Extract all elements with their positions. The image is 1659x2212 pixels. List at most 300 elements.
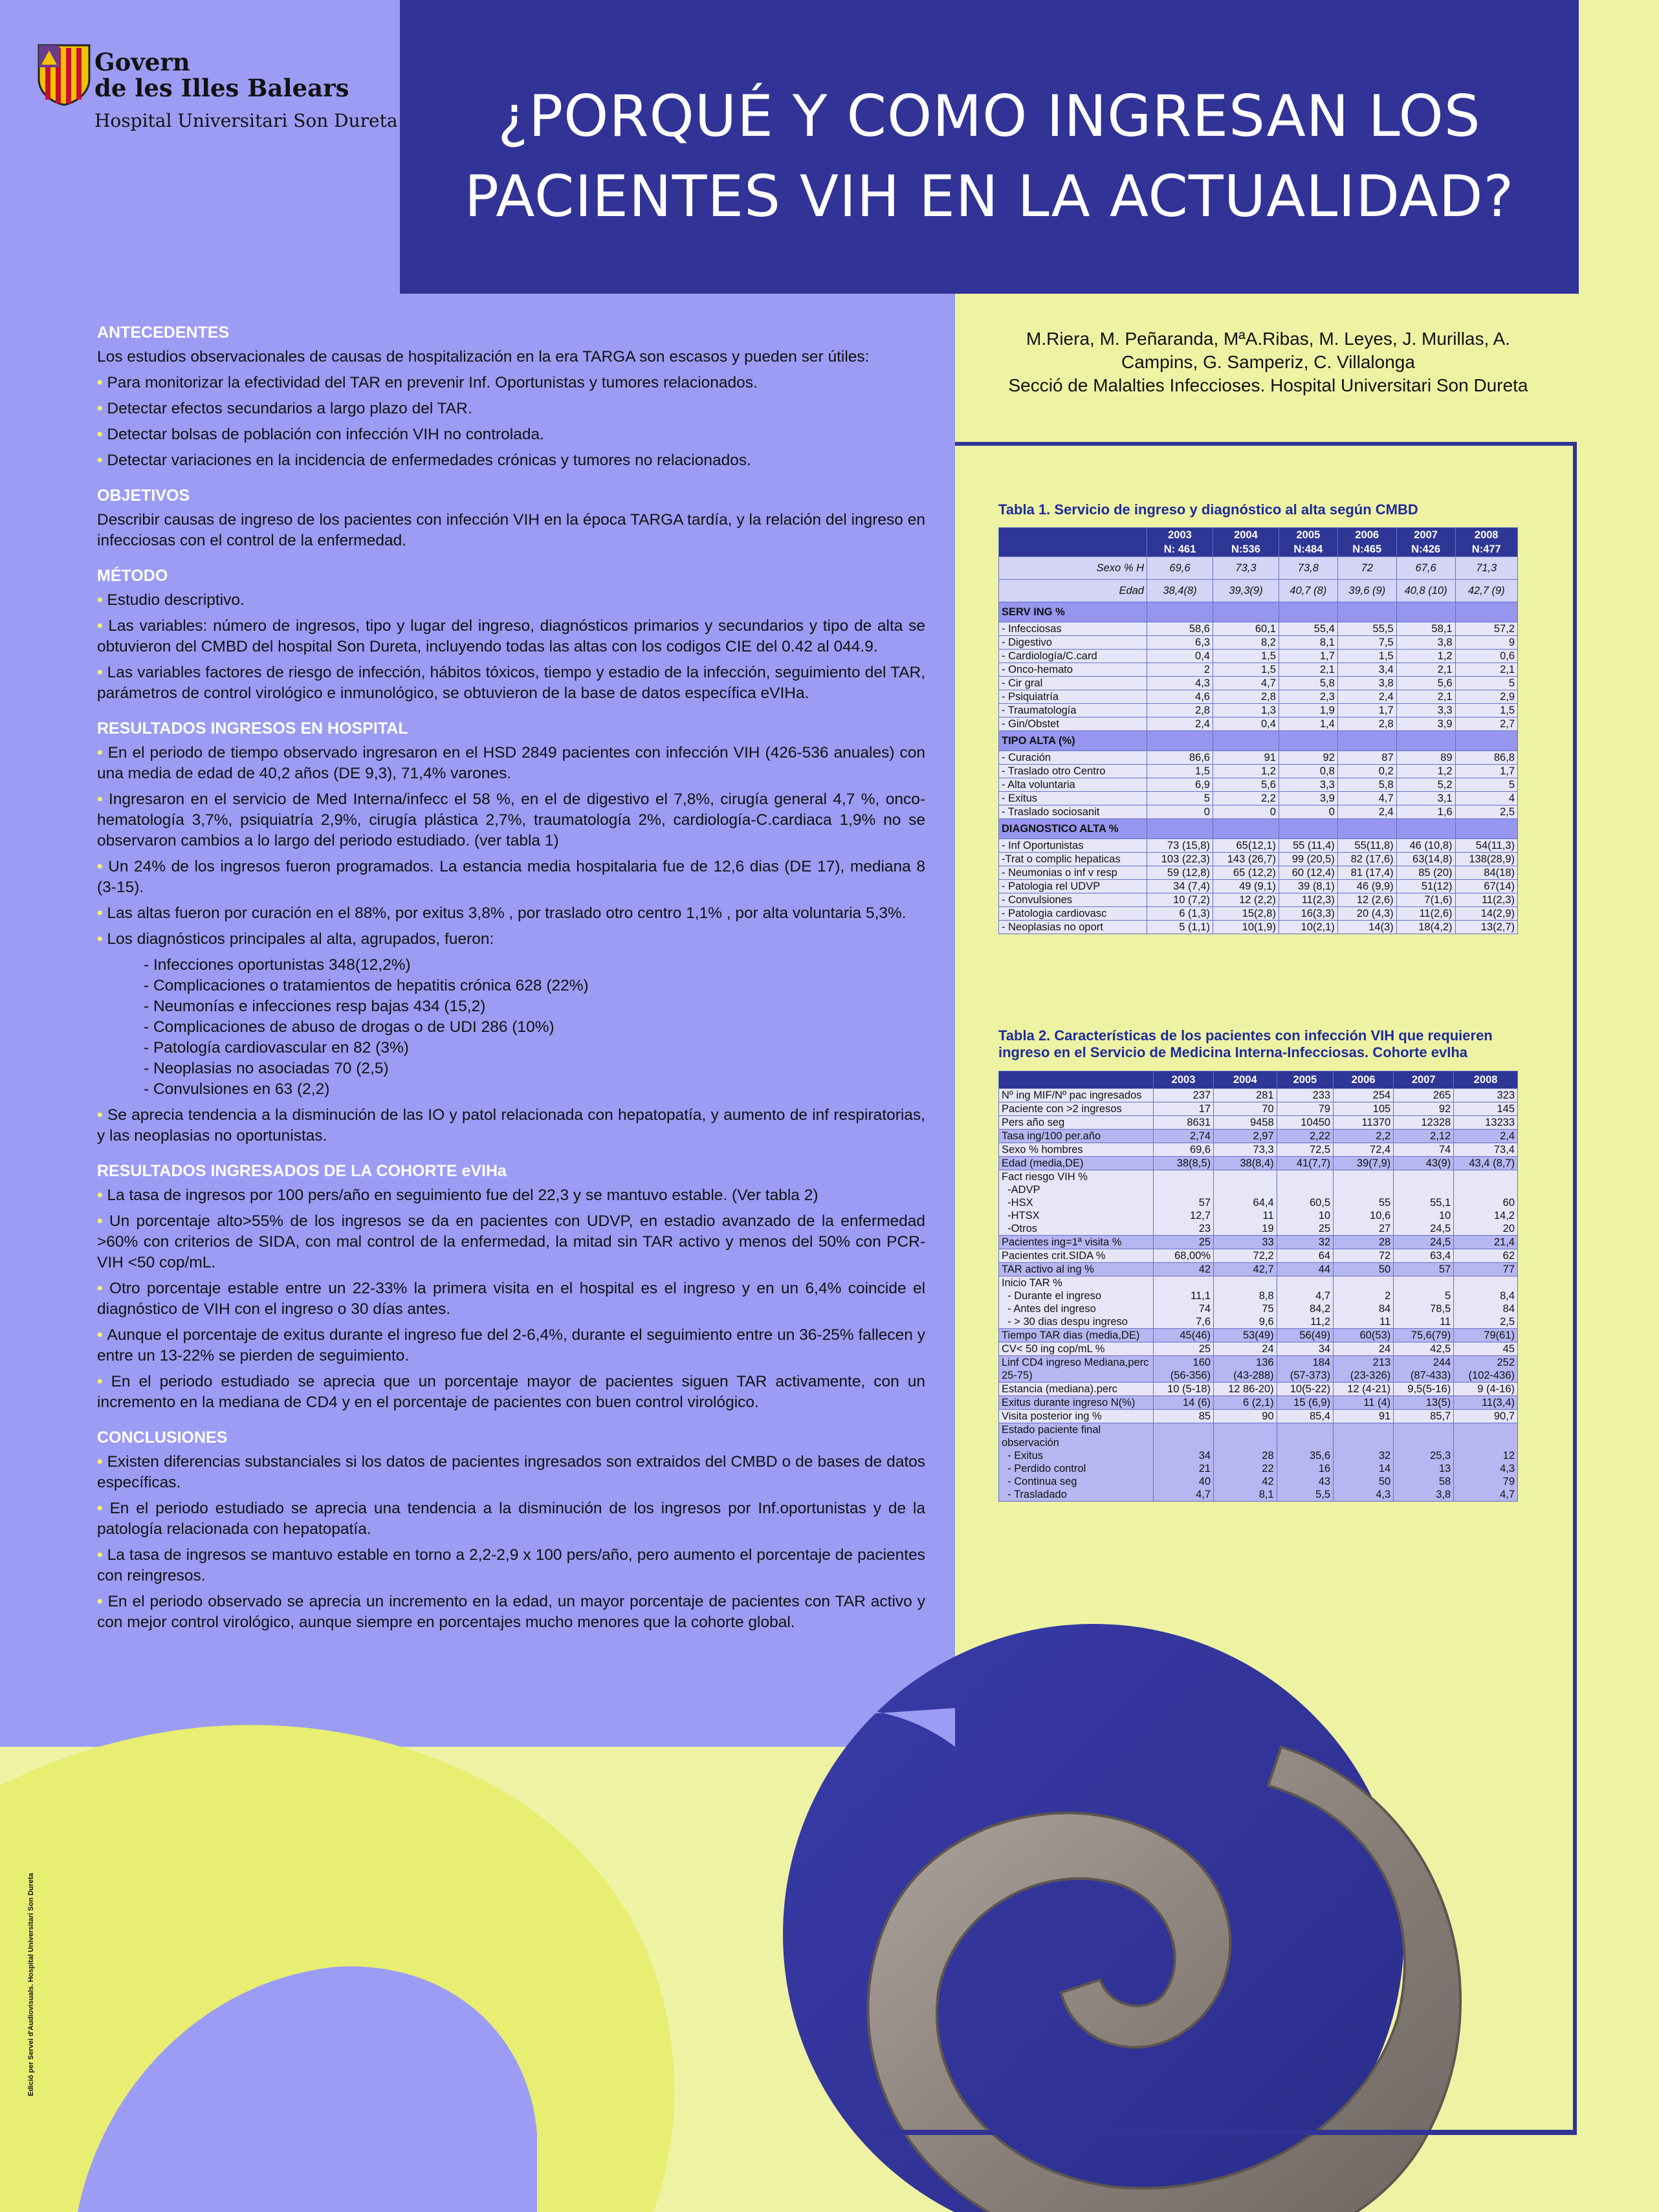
main-text-column — [97, 322, 925, 1638]
row-label: Pacientes crit.SIDA % — [999, 1249, 1154, 1263]
bullet-icon: • — [97, 744, 108, 761]
row-label: CV< 50 ing cop/mL % — [999, 1342, 1154, 1356]
metodo-bullets — [97, 590, 925, 704]
table1-row — [999, 717, 1518, 731]
row-label: - Curación — [999, 751, 1147, 765]
table2-col-header: 2004 — [1214, 1071, 1277, 1089]
cell: 5 78,5 11 — [1394, 1276, 1454, 1329]
row-label: Exitus durante ingreso N(%) — [999, 1396, 1154, 1410]
row-label: Pacientes ing=1ª visita % — [999, 1236, 1154, 1249]
cell: 60,5 10 25 — [1277, 1170, 1333, 1236]
cell: 2,1 — [1396, 663, 1455, 677]
cell: 69,6 — [1154, 1143, 1214, 1157]
cell: 14(2,9) — [1455, 907, 1517, 921]
cell: 46 (10,8) — [1396, 839, 1455, 853]
cell: 86,8 — [1455, 751, 1517, 765]
cell: 2,2 — [1334, 1130, 1394, 1143]
cell: 1,5 — [1213, 663, 1279, 677]
sublist-item: - Convulsiones en 63 (2,2) — [144, 1080, 330, 1098]
cell: 42 — [1154, 1263, 1214, 1276]
table1-row — [999, 731, 1518, 751]
cell: 5 — [1147, 792, 1213, 805]
title-line1: ¿PORQUÉ Y COMO INGRESAN LOS — [498, 83, 1481, 149]
cell: 72,2 — [1214, 1249, 1277, 1263]
bullet-text: La tasa de ingresos se mantuvo estable en torno a 2,2-2,9 x 100 pers/año, pero aumento el porcentaje de pacientes con reingresos. — [97, 1546, 925, 1584]
table2-col-header: 2007 — [1394, 1071, 1454, 1089]
cell: 55,1 10 24,5 — [1394, 1170, 1454, 1236]
row-label: - Onco-hemato — [999, 663, 1147, 677]
bullet-text: Estudio descriptivo. — [107, 591, 245, 609]
table1-col-header — [1147, 528, 1213, 557]
cell: 12 (4-21) — [1334, 1383, 1394, 1396]
cell: 7(1,6) — [1396, 893, 1455, 907]
row-label: TIPO ALTA (%) — [999, 731, 1147, 751]
cell: 25 — [1154, 1236, 1214, 1249]
cell: 67,6 — [1396, 557, 1455, 580]
row-label: - Traslado otro Centro — [999, 765, 1147, 778]
bullet-icon: • — [97, 791, 109, 808]
cell: 28 22 42 8,1 — [1214, 1423, 1277, 1502]
cell: 24 — [1214, 1342, 1277, 1356]
bullet-icon: • — [97, 904, 107, 922]
cell: 42,5 — [1394, 1342, 1454, 1356]
cell: 85,7 — [1394, 1410, 1454, 1423]
cell: 11(3,4) — [1454, 1396, 1518, 1410]
heading-conclusiones: CONCLUSIONES — [97, 1429, 228, 1447]
frame-right-line — [1573, 442, 1577, 2135]
col-year: 2006 — [1355, 529, 1379, 541]
cell — [1337, 602, 1396, 622]
table2-col-header: 2006 — [1334, 1071, 1394, 1089]
cell: 2,97 — [1214, 1130, 1277, 1143]
table1-row — [999, 805, 1518, 819]
row-label: SERV ING % — [999, 602, 1147, 622]
bullet-text: Los diagnósticos principales al alta, agrupados, fueron: — [107, 930, 494, 948]
table2-row — [999, 1263, 1518, 1276]
resultados-hospital-closing: • Se aprecia tendencia a la disminución de las IO y patol relacionada con hepatopatía, y aumento de inf respiratorias, y las neoplasias no oportunistas. — [97, 1106, 925, 1144]
cell: 84(18) — [1455, 866, 1517, 880]
table1-row — [999, 663, 1518, 677]
bullet-text: Otro porcentaje estable entre un 22-33% la primera visita en el hospital es el ingreso y en un 6,4% coincide el diagnóstico de VIH con el ingreso o 30 días antes. — [97, 1280, 926, 1318]
table1-row — [999, 921, 1518, 934]
cell: 1,7 — [1337, 704, 1396, 717]
cell: 42,7 (9) — [1455, 580, 1517, 602]
cell: 2,4 — [1147, 717, 1213, 731]
cell: 0,6 — [1455, 650, 1517, 663]
bullet-item — [97, 663, 925, 704]
cell: 86,6 — [1147, 751, 1213, 765]
cell: 233 — [1277, 1089, 1333, 1102]
cell: 1,2 — [1396, 650, 1455, 663]
table1-row — [999, 751, 1518, 765]
cell: 63(14,8) — [1396, 853, 1455, 866]
cell: 73,4 — [1454, 1143, 1518, 1157]
table2-row — [999, 1329, 1518, 1342]
cell: 35,6 16 43 5,5 — [1277, 1423, 1333, 1502]
cell: 90 — [1214, 1410, 1277, 1423]
table1-row — [999, 907, 1518, 921]
table1-row — [999, 839, 1518, 853]
bullet-item — [97, 929, 925, 950]
cell — [1337, 731, 1396, 751]
cell: 41(7,7) — [1277, 1157, 1333, 1170]
cell: 2,1 — [1396, 690, 1455, 704]
hospital-name: Hospital Universitari Son Dureta — [94, 110, 398, 131]
cell: 56(49) — [1277, 1329, 1333, 1342]
org-name-line1: Govern — [94, 48, 190, 76]
cell: 6,9 — [1147, 778, 1213, 792]
cell: 91 — [1213, 751, 1279, 765]
poster-title — [400, 0, 1579, 294]
cell: 74 — [1394, 1143, 1454, 1157]
cell: 10(1,9) — [1213, 921, 1279, 934]
cell: 254 — [1334, 1089, 1394, 1102]
cell: 33 — [1214, 1236, 1277, 1249]
col-year: 2008 — [1474, 529, 1499, 541]
table2-col-header: 2008 — [1454, 1071, 1518, 1089]
bullet-icon: • — [97, 1326, 107, 1344]
cell: 68,00% — [1154, 1249, 1214, 1263]
cell — [1279, 602, 1337, 622]
cell: 2,7 — [1455, 717, 1517, 731]
antecedentes-intro: Los estudios observacionales de causas de hospitalización en la era TARGA son escasos y pueden ser útiles: — [97, 348, 870, 366]
table2-row — [999, 1276, 1518, 1329]
table2-row — [999, 1249, 1518, 1263]
row-label: - Psiquiatría — [999, 690, 1147, 704]
cell: 105 — [1334, 1102, 1394, 1116]
cell: 3,3 — [1279, 778, 1337, 792]
table1-row — [999, 819, 1518, 839]
row-label: - Patologia rel UDVP — [999, 880, 1147, 893]
cell: 237 — [1154, 1089, 1214, 1102]
cell: 67(14) — [1455, 880, 1517, 893]
cell: 85,4 — [1277, 1410, 1333, 1423]
cell: 8,8 75 9,6 — [1214, 1276, 1277, 1329]
bullet-item — [97, 1452, 925, 1493]
cell: 34 21 40 4,7 — [1154, 1423, 1214, 1502]
cell: 60 (12,4) — [1279, 866, 1337, 880]
cell: 7,5 — [1337, 636, 1396, 650]
bullet-text: La tasa de ingresos por 100 pers/año en seguimiento fue del 22,3 y se mantuvo estable. (Ver tabla 2) — [107, 1187, 819, 1204]
row-label: - Alta voluntaria — [999, 778, 1147, 792]
cell: 145 — [1454, 1102, 1518, 1116]
cell: 85 (20) — [1396, 866, 1455, 880]
cell: 11,1 74 7,6 — [1154, 1276, 1214, 1329]
cell: 99 (20,5) — [1279, 853, 1337, 866]
cell: 39(7,9) — [1334, 1157, 1394, 1170]
bullet-item — [97, 1278, 925, 1320]
row-label: DIAGNOSTICO ALTA % — [999, 819, 1147, 839]
cell: 8,4 84 2,5 — [1454, 1276, 1518, 1329]
cell: 2 — [1147, 663, 1213, 677]
cell: 0,2 — [1337, 765, 1396, 778]
cell: 2 84 11 — [1334, 1276, 1394, 1329]
cell: 65 (12,2) — [1213, 866, 1279, 880]
bullet-item — [97, 373, 925, 393]
cell: 18(4,2) — [1396, 921, 1455, 934]
cell: 213 (23-326) — [1334, 1356, 1394, 1383]
cell: 1,5 — [1213, 650, 1279, 663]
cell: 55,5 — [1337, 622, 1396, 636]
bullet-text: Un 24% de los ingresos fueron programados. La estancia media hospitalaria fue de 12,6 dias (DE 17), mediana 8 (3-15). — [97, 858, 925, 896]
cell — [1455, 731, 1517, 751]
table1-caption: Tabla 1. Servicio de ingreso y diagnóstico al alta según CMBD — [998, 501, 1418, 518]
cell: 46 (9,9) — [1337, 880, 1396, 893]
sublist-item: - Neoplasias no asociadas 70 (2,5) — [144, 1060, 389, 1077]
cell — [1396, 602, 1455, 622]
heading-objetivos: OBJETIVOS — [97, 487, 190, 505]
cell: 15 (6,9) — [1277, 1396, 1333, 1410]
cell: 265 — [1394, 1089, 1454, 1102]
cell: 63,4 — [1394, 1249, 1454, 1263]
cell: 1,5 — [1455, 704, 1517, 717]
cell — [1279, 819, 1337, 839]
bullet-text: Aunque el porcentaje de exitus durante el ingreso fue del 2-6,4%, durante el seguimiento entre un 36-25% fallecen y entre un 13-22% se pierden de seguimiento. — [97, 1326, 925, 1364]
cell: 5,6 — [1213, 778, 1279, 792]
bullet-icon: • — [97, 1212, 109, 1230]
table2-row — [999, 1423, 1518, 1502]
cell: 44 — [1277, 1263, 1333, 1276]
table1-corner — [999, 528, 1147, 557]
col-n: N:477 — [1471, 543, 1501, 555]
bullet-item — [97, 857, 925, 898]
cell: 2,8 — [1213, 690, 1279, 704]
cell: 72,5 — [1277, 1143, 1333, 1157]
bullet-item — [97, 743, 925, 784]
bullet-text: Existen diferencias substanciales si los datos de pacientes ingresados son extraidos del CMBD o de bases de datos específicas. — [97, 1453, 926, 1491]
cell: 3,9 — [1396, 717, 1455, 731]
cell — [1147, 819, 1213, 839]
cell: 1,9 — [1279, 704, 1337, 717]
cell: 71,3 — [1455, 557, 1517, 580]
cell: 38,4(8) — [1147, 580, 1213, 602]
cell — [1213, 602, 1279, 622]
cell: 9 (4-16) — [1454, 1383, 1518, 1396]
cell: 5,8 — [1279, 677, 1337, 690]
cell: 252 (102-436) — [1454, 1356, 1518, 1383]
cell — [1213, 819, 1279, 839]
cell: 72,4 — [1334, 1143, 1394, 1157]
bullet-item — [97, 590, 925, 611]
row-label: Edad (media,DE) — [999, 1157, 1154, 1170]
table2-row — [999, 1102, 1518, 1116]
cell: 21,4 — [1454, 1236, 1518, 1249]
cell: 54(11,3) — [1455, 839, 1517, 853]
cell — [1147, 731, 1213, 751]
cell: 11 (4) — [1334, 1396, 1394, 1410]
bullet-icon: • — [97, 400, 107, 417]
cell: 4,7 — [1213, 677, 1279, 690]
table1-row — [999, 677, 1518, 690]
resultados-hospital-bullets — [97, 743, 925, 950]
cell: 45(46) — [1154, 1329, 1214, 1342]
cell: 5 — [1455, 778, 1517, 792]
table2-row — [999, 1089, 1518, 1102]
cell: 160 (56-356) — [1154, 1356, 1214, 1383]
row-label: - Convulsiones — [999, 893, 1147, 907]
row-label: Tasa ing/100 per.año — [999, 1130, 1154, 1143]
row-label: - Exitus — [999, 792, 1147, 805]
cell: 1,4 — [1279, 717, 1337, 731]
col-n: N:465 — [1352, 543, 1382, 555]
cell: 91 — [1334, 1410, 1394, 1423]
frame-bottom-line — [880, 2130, 1577, 2135]
bullet-icon: • — [97, 664, 107, 681]
table2-row — [999, 1157, 1518, 1170]
cell: 9458 — [1214, 1116, 1277, 1130]
bullet-text: Las variables factores de riesgo de infección, hábitos tóxicos, tiempo y estadio de la infección, seguimiento del TAR, parámetros de control virológico e inmunológico, se obtuvieron de la base de datos específica eVIHa. — [97, 664, 926, 702]
credit-text: Edició per Servei d'Audiovisuals. Hospital Universitari Son Dureta — [27, 1873, 35, 2096]
cell: 2,4 — [1337, 805, 1396, 819]
cell: 8631 — [1154, 1116, 1214, 1130]
cell: 5,2 — [1396, 778, 1455, 792]
cell: 10 (5-18) — [1154, 1383, 1214, 1396]
table2-row — [999, 1236, 1518, 1249]
cell: 4,7 84,2 11,2 — [1277, 1276, 1333, 1329]
cell: 2,1 — [1455, 663, 1517, 677]
cell: 25,3 13 58 3,8 — [1394, 1423, 1454, 1502]
row-label: - Digestivo — [999, 636, 1147, 650]
cell: 3,8 — [1337, 677, 1396, 690]
cell: 1,2 — [1213, 765, 1279, 778]
cell — [1279, 731, 1337, 751]
cell: 143 (26,7) — [1213, 853, 1279, 866]
cell: 10(2,1) — [1279, 921, 1337, 934]
bullet-text: Detectar bolsas de población con infección VIH no controlada. — [107, 426, 544, 443]
cell: 32 14 50 4,3 — [1334, 1423, 1394, 1502]
cell: 69,6 — [1147, 557, 1213, 580]
cell: 39,3(9) — [1213, 580, 1279, 602]
cell: 184 (57-373) — [1277, 1356, 1333, 1383]
frame-top-line — [955, 442, 1577, 446]
bullet-text: Las altas fueron por curación en el 88%, por exitus 3,8% , por traslado otro centro 1,1% , por alta voluntaria 5,3%. — [107, 904, 906, 922]
table1-row — [999, 602, 1518, 622]
bullet-icon: • — [97, 1280, 109, 1297]
cell: 73,8 — [1279, 557, 1337, 580]
cell: 62 — [1454, 1249, 1518, 1263]
bullet-text: En el periodo observado se aprecia un incremento en la edad, un mayor porcentaje de pacientes con TAR activo y con mejor control virológico, aunque siempre en porcentajes mucho menores que la cohorte global. — [97, 1593, 925, 1631]
bullet-icon: • — [97, 1453, 107, 1471]
diagnosticos-sublist — [144, 955, 925, 1100]
table1-row — [999, 690, 1518, 704]
cell: 59 (12,8) — [1147, 866, 1213, 880]
cell: 6 (1,3) — [1147, 907, 1213, 921]
cell: 2,4 — [1337, 690, 1396, 704]
cell: 12328 — [1394, 1116, 1454, 1130]
table2-row — [999, 1170, 1518, 1236]
bullet-icon: • — [97, 1593, 108, 1610]
cell: 77 — [1454, 1263, 1518, 1276]
col-year: 2005 — [1296, 529, 1321, 541]
cell: 38(8,4) — [1214, 1157, 1277, 1170]
cell: 40,8 (10) — [1396, 580, 1455, 602]
cell: 1,7 — [1279, 650, 1337, 663]
cell: 2,22 — [1277, 1130, 1333, 1143]
row-label: - Neoplasias no oport — [999, 921, 1147, 934]
col-n: N: 461 — [1163, 543, 1196, 555]
cell: 42,7 — [1214, 1263, 1277, 1276]
cell: 2,3 — [1279, 690, 1337, 704]
cell: 20 (4,3) — [1337, 907, 1396, 921]
heading-resultados-hospital: RESULTADOS INGRESOS EN HOSPITAL — [97, 719, 408, 738]
row-label: Estancia (mediana).perc — [999, 1383, 1154, 1396]
cell: 10450 — [1277, 1116, 1333, 1130]
cell: 72 — [1337, 557, 1396, 580]
cell: 81 (17,4) — [1337, 866, 1396, 880]
objetivos-text: Describir causas de ingreso de los pacientes con infección VIH en la época TARGA tardía, y la relación del ingreso en infecciosas con el control de la enfermedad. — [97, 511, 925, 549]
cell: 0 — [1279, 805, 1337, 819]
table1-row — [999, 580, 1518, 602]
cell: 12 86-20) — [1214, 1383, 1277, 1396]
col-n: N:484 — [1293, 543, 1323, 555]
row-label: - Traslado sociosanit — [999, 805, 1147, 819]
cell: 32 — [1277, 1236, 1333, 1249]
cell — [1455, 602, 1517, 622]
bullet-item — [97, 1545, 925, 1586]
cell: 5,8 — [1337, 778, 1396, 792]
cell: 3,3 — [1396, 704, 1455, 717]
table1-col-header — [1279, 528, 1337, 557]
cell: 4 — [1455, 792, 1517, 805]
table2-row — [999, 1410, 1518, 1423]
bullet-text: Detectar variaciones en la incidencia de enfermedades crónicas y tumores no relacionados. — [107, 452, 751, 469]
cell: 50 — [1334, 1263, 1394, 1276]
cell: 60(53) — [1334, 1329, 1394, 1342]
bullet-icon: • — [97, 426, 107, 443]
authors-line2: Campins, G. Samperiz, C. Villalonga — [1121, 352, 1415, 372]
col-n: N:426 — [1411, 543, 1441, 555]
cell: 2,4 — [1454, 1130, 1518, 1143]
heading-resultados-cohorte: RESULTADOS INGRESADOS DE LA COHORTE eVIHa — [97, 1162, 507, 1180]
cell: 136 (43-288) — [1214, 1356, 1277, 1383]
cell: 9,5(5-16) — [1394, 1383, 1454, 1396]
table1-row — [999, 765, 1518, 778]
table1-row — [999, 853, 1518, 866]
col-year: 2007 — [1414, 529, 1438, 541]
cell: 51(12) — [1396, 880, 1455, 893]
table1-row — [999, 557, 1518, 580]
table1-row — [999, 650, 1518, 663]
table1-row — [999, 880, 1518, 893]
cell: 85 — [1154, 1410, 1214, 1423]
cell: 92 — [1394, 1102, 1454, 1116]
bullet-item — [97, 1211, 925, 1273]
table1-row — [999, 778, 1518, 792]
row-label: Edad — [999, 580, 1147, 602]
cell: 12 4,3 79 4,7 — [1454, 1423, 1518, 1502]
cell: 55 (11,4) — [1279, 839, 1337, 853]
cell: 2,9 — [1455, 690, 1517, 704]
cell: 3,9 — [1279, 792, 1337, 805]
bullet-text: En el periodo de tiempo observado ingresaron en el HSD 2849 pacientes con infección VIH (426-536 anuales) con una media de edad de 40,2 años (DE 9,3), 71,4% varones. — [97, 744, 925, 782]
col-n: N:536 — [1231, 543, 1260, 555]
cell: 79 — [1277, 1102, 1333, 1116]
bullet-icon: • — [97, 1373, 111, 1390]
row-label: Linf CD4 ingreso Mediana,perc 25-75) — [999, 1356, 1154, 1383]
cell: 11370 — [1334, 1116, 1394, 1130]
bullet-item — [97, 424, 925, 445]
cell: 39,6 (9) — [1337, 580, 1396, 602]
cell: 58,1 — [1396, 622, 1455, 636]
row-label: Fact riesgo VIH % -ADVP -HSX -HTSX -Otros — [999, 1170, 1154, 1236]
bullet-text: Detectar efectos secundarios a largo plazo del TAR. — [107, 400, 472, 417]
cell: 14 (6) — [1154, 1396, 1214, 1410]
cell: 34 — [1277, 1342, 1333, 1356]
bullet-item — [97, 1185, 925, 1206]
cell: 92 — [1279, 751, 1337, 765]
cell: 2,1 — [1279, 663, 1337, 677]
row-label: Nº ing MIF/Nº pac ingresados — [999, 1089, 1154, 1102]
